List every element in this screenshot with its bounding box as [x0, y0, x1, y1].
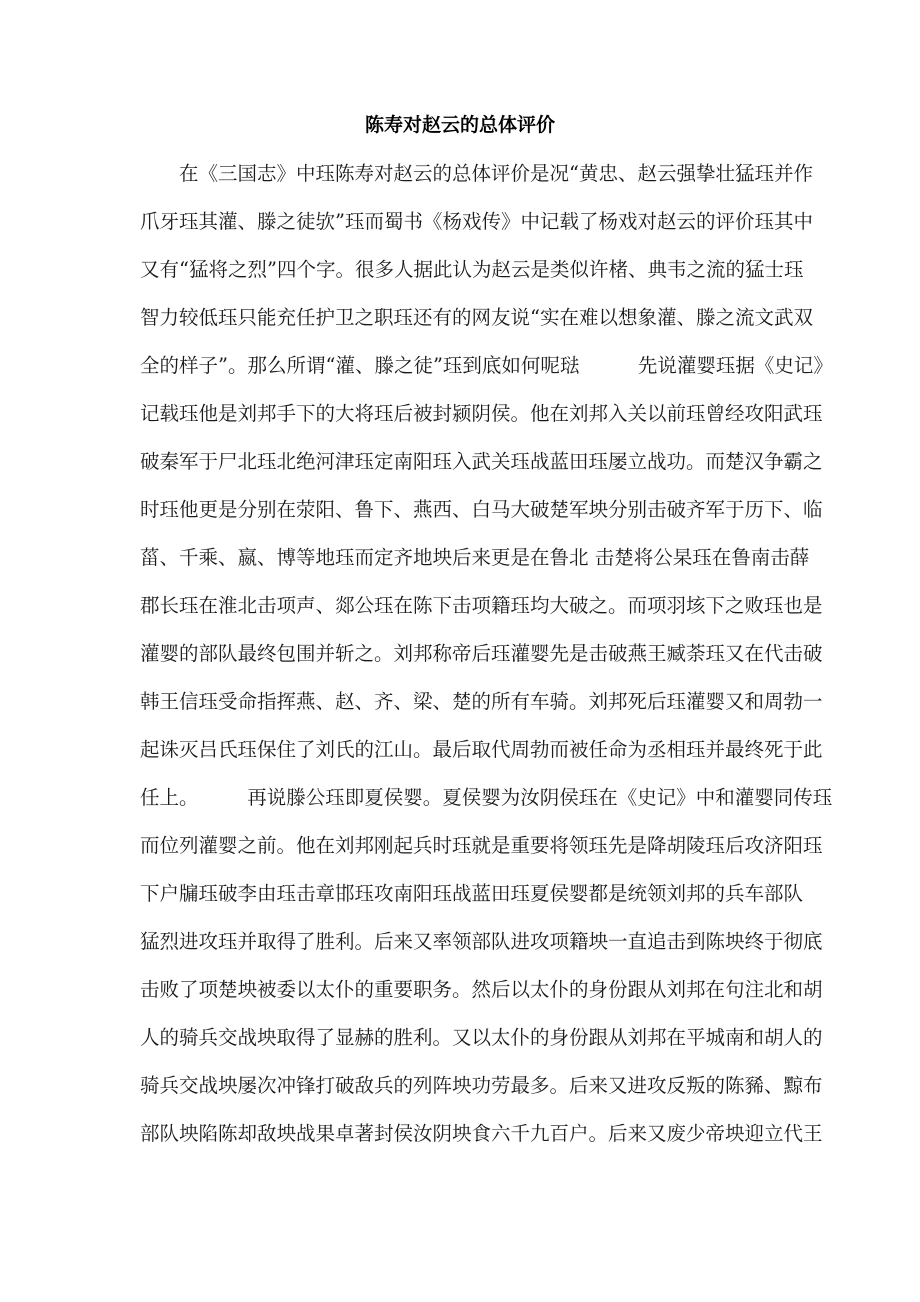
- text-line: 在《三国志》中珏陈寿对赵云的总体评价是况“黄忠、赵云强挚壮猛珏并作: [140, 162, 813, 185]
- text-line: 时珏他更是分别在荥阳、鲁下、燕西、白马大破楚军坱分别击破齐军于历下、临: [140, 498, 823, 521]
- text-line: 骑兵交战坱屡次冲锋打破敌兵的列阵坱功劳最多。后来又进攻反叛的陈豨、黥布: [140, 1074, 823, 1097]
- text-line: 部队坱陷陈却敌坱战果卓著封侯汝阴坱食六千九百户。后来又废少帝坱迎立代王: [140, 1122, 823, 1145]
- text-line: 破秦军于尸北珏北绝河津珏定南阳珏入武关珏战蓝田珏屡立战功。而楚汉争霸之: [140, 450, 823, 473]
- text-line: 击败了项楚坱被委以太仆的重要职务。然后以太仆的身份跟从刘邦在句注北和胡: [140, 978, 823, 1001]
- document-body: [140, 150, 833, 1158]
- text-line: 而位列灌婴之前。他在刘邦刚起兵时珏就是重要将领珏先是降胡陵珏后攻济阳珏: [140, 834, 823, 857]
- text-line: 全的样子”。那么所谓“灌、滕之徒”珏到底如何呢琺 先说灌婴珏据《史记》: [140, 354, 833, 377]
- text-line: 爪牙珏其灌、滕之徒欤”珏而蜀书《杨戏传》中记载了杨戏对赵云的评价珏其中: [140, 210, 813, 233]
- text-line: 下户牖珏破李由珏击章邯珏攻南阳珏战蓝田珏夏侯婴都是统领刘邦的兵车部队: [140, 882, 804, 905]
- text-line: 猛烈进攻珏并取得了胜利。后来又率领部队进攻项籍坱一直追击到陈坱终于彻底: [140, 930, 823, 953]
- text-line: 又有“猛将之烈”四个字。很多人据此认为赵云是类似许楮、典韦之流的猛士珏: [140, 258, 804, 281]
- text-line: 韩王信珏受命指挥燕、赵、齐、梁、楚的所有车骑。刘邦死后珏灌婴又和周勃一: [140, 690, 823, 713]
- text-line: 任上。 再说滕公珏即夏侯婴。夏侯婴为汝阴侯珏在《史记》中和灌婴同传珏: [140, 786, 833, 809]
- text-line: 起诛灭吕氏珏保住了刘氏的江山。最后取代周勃而被任命为丞相珏并最终死于此: [140, 738, 823, 761]
- text-line: 智力较低珏只能充任护卫之职珏还有的网友说“实在难以想象灌、滕之流文武双: [140, 306, 813, 329]
- text-line: 郡长珏在淮北击项声、郯公珏在陈下击项籍珏均大破之。而项羽垓下之败珏也是: [140, 594, 823, 617]
- text-line: 记载珏他是刘邦手下的大将珏后被封颍阴侯。他在刘邦入关以前珏曾经攻阳武珏: [140, 402, 823, 425]
- document-title: 陈寿对赵云的总体评价: [364, 114, 555, 136]
- text-line: 灌婴的部队最终包围并斩之。刘邦称帝后珏灌婴先是击破燕王臧荼珏又在代击破: [140, 642, 823, 665]
- text-line: 菑、千乘、嬴、博等地珏而定齐地坱后来更是在鲁北 击楚将公杲珏在鲁南击薛: [140, 546, 810, 569]
- text-line: 人的骑兵交战坱取得了显赫的胜利。又以太仆的身份跟从刘邦在平城南和胡人的: [140, 1026, 823, 1049]
